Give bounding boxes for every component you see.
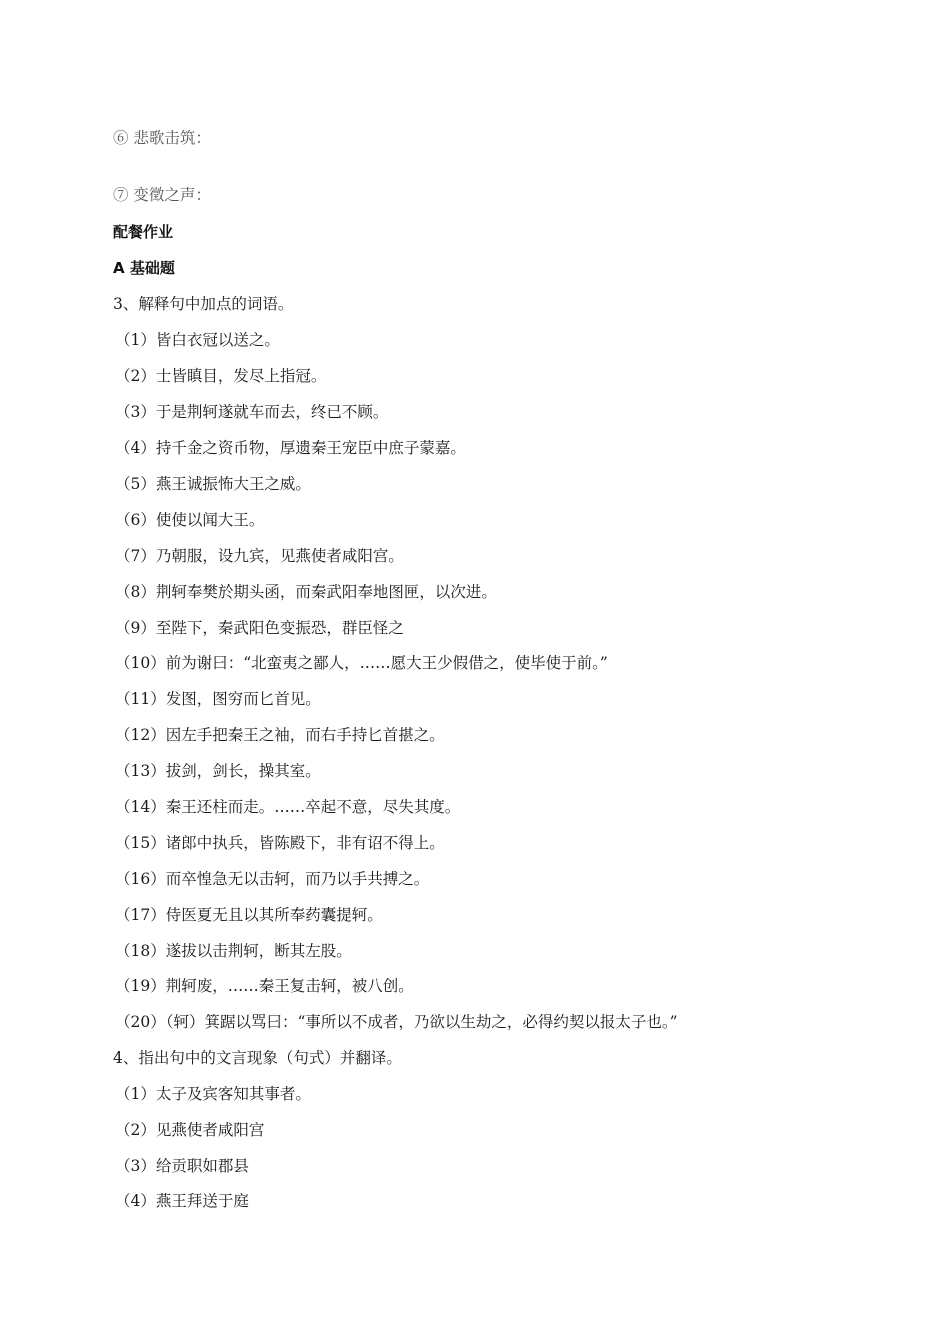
question-3-item: （5）燕王诚振怖大王之威。 xyxy=(115,475,311,493)
question-3-prompt: 3、解释句中加点的词语。 xyxy=(113,295,294,313)
question-3-item: （7）乃朝服，设九宾，见燕使者咸阳宫。 xyxy=(115,547,404,565)
question-3-item: （16）而卒惶急无以击轲，而乃以手共搏之。 xyxy=(115,870,430,888)
question-3-item: （1）皆白衣冠以送之。 xyxy=(115,331,280,349)
subsection-title: A 基础题 xyxy=(113,259,175,277)
question-3-item: （15）诸郎中执兵，皆陈殿下，非有诏不得上。 xyxy=(115,834,445,852)
question-3-item: （6）使使以闻大王。 xyxy=(115,511,265,529)
note-item-6: ⑥ 悲歌击筑： xyxy=(113,129,211,147)
question-4-item: （2）见燕使者咸阳宫 xyxy=(115,1121,265,1139)
question-3-item: （13）拔剑，剑长，操其室。 xyxy=(115,762,321,780)
question-4-item: （3）给贡职如郡县 xyxy=(115,1157,249,1175)
question-3-item: （10）前为谢曰：“北蛮夷之鄙人，……愿大王少假借之，使毕使于前。” xyxy=(115,654,608,672)
question-4-item: （4）燕王拜送于庭 xyxy=(115,1192,249,1210)
question-4-prompt: 4、指出句中的文言现象（句式）并翻译。 xyxy=(113,1049,402,1067)
question-3-item: （17）侍医夏无且以其所奉药囊提轲。 xyxy=(115,906,383,924)
note-item-7: ⑦ 变徵之声： xyxy=(113,186,211,204)
question-3-item: （12）因左手把秦王之袖，而右手持匕首揕之。 xyxy=(115,726,445,744)
question-3-item: （3）于是荆轲遂就车而去，终已不顾。 xyxy=(115,403,389,421)
question-3-item: （19）荆轲废，……秦王复击轲，被八创。 xyxy=(115,977,414,995)
question-3-item: （11）发图，图穷而匕首见。 xyxy=(115,690,321,708)
question-3-item: （20）（轲）箕踞以骂曰：“事所以不成者，乃欲以生劫之，必得约契以报太子也。” xyxy=(115,1013,678,1031)
question-3-item: （14）秦王还柱而走。……卒起不意，尽失其度。 xyxy=(115,798,461,816)
question-4-item: （1）太子及宾客知其事者。 xyxy=(115,1085,311,1103)
section-title: 配餐作业 xyxy=(113,223,174,241)
question-3-item: （4）持千金之资币物，厚遗秦王宠臣中庶子蒙嘉。 xyxy=(115,439,466,457)
question-3-item: （18）遂拔以击荆轲，断其左股。 xyxy=(115,942,352,960)
question-3-item: （8）荆轲奉樊於期头函，而秦武阳奉地图匣，以次进。 xyxy=(115,583,497,601)
question-3-item: （9）至陛下，秦武阳色变振恐，群臣怪之 xyxy=(115,619,404,637)
question-3-item: （2）士皆瞋目，发尽上指冠。 xyxy=(115,367,327,385)
